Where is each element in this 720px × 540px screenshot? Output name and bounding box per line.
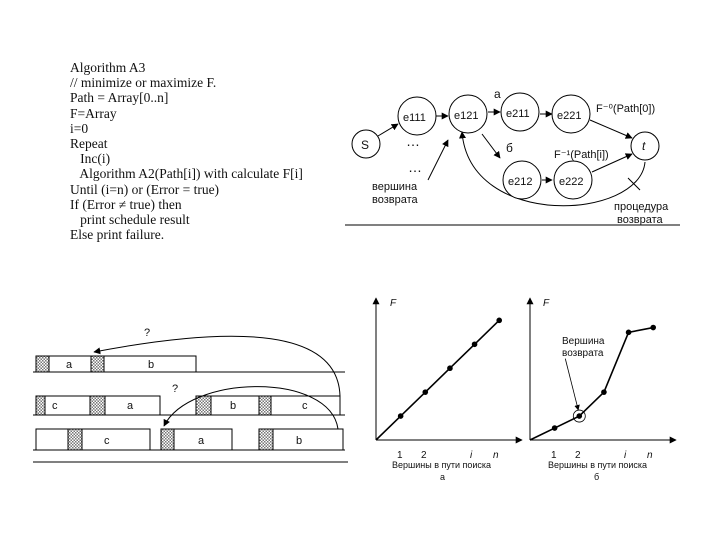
algorithm-line: Until (i=n) or (Error = true): [70, 181, 220, 197]
algorithm-line: Path = Array[0..n]: [70, 90, 169, 106]
algorithm-line: If (Error ≠ true) then: [70, 196, 182, 212]
row2-setup: [90, 396, 105, 415]
question-mark-lower: ?: [172, 383, 179, 395]
return-procedure-label-line2: возврата: [617, 214, 663, 226]
plot-b-tick-1: 1: [551, 450, 557, 461]
row3-setup: [68, 429, 82, 450]
row3-setup: [259, 429, 273, 450]
node-e212-label: e212: [508, 176, 533, 188]
plot-b-data-point: [626, 330, 632, 336]
plot-b-data-point: [552, 425, 558, 431]
plot-b-marks: [530, 298, 676, 440]
branch-a-label: a: [494, 87, 501, 101]
plot-a-data-point: [472, 341, 478, 347]
plot-b-data-point: [601, 389, 607, 395]
plot-a-tick-1: 1: [397, 450, 403, 461]
plot-a-tick-i: i: [470, 450, 473, 461]
plot-b-sub-label: б: [594, 472, 600, 482]
plot-a-x-caption: Вершины в пути поиска: [392, 460, 492, 470]
row2-setup: [196, 396, 211, 415]
row2-setup: [259, 396, 271, 415]
plot-a-tick-2: 2: [421, 450, 427, 461]
algorithm-line: Else print failure.: [70, 227, 165, 243]
algorithm-line: print schedule result: [70, 212, 190, 228]
return-arc: [462, 132, 645, 206]
row2-label-c: c: [52, 400, 58, 412]
algorithm-line: Repeat: [70, 136, 108, 152]
node-t-label: t: [642, 139, 646, 153]
plot-a-data-point: [398, 413, 404, 419]
row3-label-c: c: [104, 435, 110, 447]
plot-b-annotation-line1: Вершина: [562, 336, 605, 347]
question-mark-upper: ?: [144, 327, 151, 339]
plot-a-data-point: [447, 365, 453, 371]
row2-label-c: c: [302, 400, 308, 412]
algorithm-line: // minimize or maximize F.: [70, 75, 217, 91]
row3-label-b: b: [296, 435, 303, 447]
plot-a-sub-label: а: [440, 472, 446, 482]
row3-idle: [36, 429, 68, 450]
plot-a-series-line: [376, 320, 499, 440]
node-e211-label: e211: [506, 108, 530, 120]
plot-a-tick-n: n: [493, 450, 499, 461]
row2-label-b: b: [230, 400, 237, 412]
return-vertex-label-line2: возврата: [372, 194, 418, 206]
edge-e121-e212: [482, 134, 500, 158]
plot-a-data-point: [496, 318, 502, 324]
node-e121-label: e121: [454, 110, 479, 122]
plot-b-tick-n: n: [647, 450, 653, 461]
plot-b-x-caption: Вершины в пути поиска: [548, 460, 648, 470]
plot-b-tick-2: 2: [575, 450, 581, 461]
plot-b-y-label: F: [543, 298, 550, 309]
algorithm-line: Algorithm A2(Path[i]) with calculate F[i]: [70, 166, 303, 182]
node-e222-label: e222: [559, 176, 584, 188]
plot-b-tick-i: i: [624, 450, 627, 461]
plot-b-data-point: [650, 325, 656, 331]
ellipsis-lower: …: [408, 159, 422, 175]
plot-a: [376, 298, 522, 482]
plot-a-data-point: [422, 389, 428, 395]
edge-e221-t: [590, 120, 632, 138]
row3-op-b: [273, 429, 343, 450]
plot-b-data-point: [576, 413, 582, 419]
plot-b-annotation-pointer: [565, 359, 578, 410]
ellipsis-upper: …: [406, 133, 420, 149]
node-s-label: S: [361, 138, 370, 152]
node-e221-label: e221: [557, 110, 582, 122]
f0-label: F⁻⁰(Path[0]): [596, 103, 656, 115]
row1-setup: [36, 356, 49, 372]
return-procedure-label-line1: процедура: [614, 201, 669, 213]
return-vertex-pointer: [428, 140, 448, 180]
plot-b-annotation-line2: возврата: [562, 348, 604, 359]
f1-label: F⁻¹(Path[i]): [554, 149, 609, 161]
algorithm-line: Algorithm A3: [70, 60, 146, 75]
node-e111-label: e111: [403, 112, 426, 124]
algorithm-line: i=0: [70, 120, 89, 136]
edge-s-e111: [378, 124, 398, 136]
row1-label-a: a: [66, 359, 73, 371]
row1-label-b: b: [148, 359, 155, 371]
row2-label-a: a: [127, 400, 134, 412]
row2-setup: [36, 396, 45, 415]
plot-b: [530, 298, 676, 482]
row3-op-c: [82, 429, 150, 450]
return-vertex-label-line1: вершина: [372, 181, 418, 193]
row3-setup: [161, 429, 174, 450]
branch-b-label: б: [506, 141, 513, 155]
plot-a-y-label: F: [390, 298, 397, 309]
row3-label-a: a: [198, 435, 205, 447]
row1-setup: [91, 356, 104, 372]
algorithm-line: F=Array: [70, 105, 117, 121]
algorithm-line: Inc(i): [70, 151, 111, 167]
plot-a-marks: [376, 298, 522, 440]
